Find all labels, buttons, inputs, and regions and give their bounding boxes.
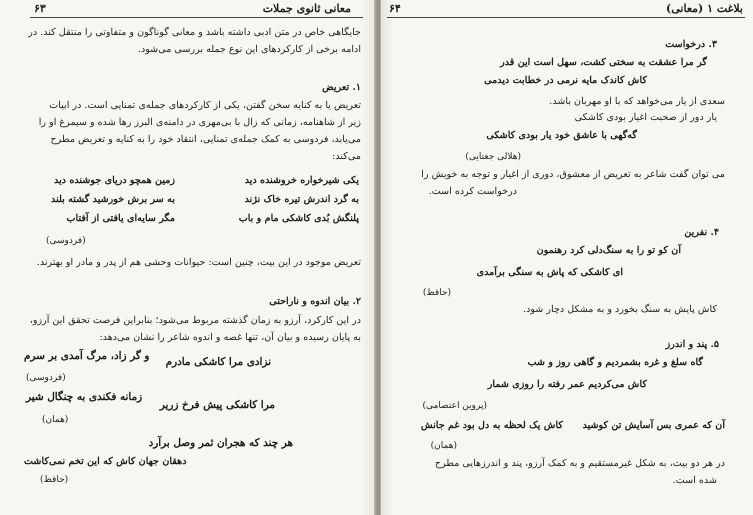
poem-hemistich: مرا کاشکی پیش فرخ زریر — [159, 399, 275, 411]
left-header-rule — [30, 17, 363, 18]
poem-source: (فردوسی) — [26, 373, 66, 383]
poem-hemistich: به سر برش خورشید گشته بلند — [51, 194, 175, 205]
poem-source: (همان) — [430, 441, 457, 451]
paragraph-line: تعریض موجود در این بیت، چنین است: حیوانات وحشی هم از پدر و مادر او بهترند. — [36, 257, 361, 268]
poem-hemistich: زمانه فکندی به چنگال شیر — [26, 391, 143, 403]
poem-line: گر مرا عشقت به سختی کشت، سهل است این قدر — [500, 57, 707, 68]
section-heading: ۳. درخواست — [665, 39, 717, 50]
poem-line: گاه سلغ و غره بشمردیم و گاهی روز و شب — [527, 357, 703, 368]
left-page — [0, 0, 375, 515]
poem-line: کاش می‌کردیم عمر رفته را روزی شمار — [487, 379, 647, 390]
right-header-title: بلاغت ۱ (معانی) — [666, 2, 743, 15]
poem-line: آن کو تو را به سنگ‌دلی کرد رهنمون — [536, 245, 681, 256]
poem-line: کاش کاندک مایه نرمی در خطابت دیدمی — [484, 75, 647, 86]
paragraph-line: جایگاهی خاص در متن ادبی داشته باشد و معانی گوناگون و متفاوتی را منتقل کند. در — [28, 27, 361, 38]
right-header-rule — [387, 17, 745, 18]
poem-hemistich: یکی شیرخواره خروشنده دید — [244, 175, 359, 186]
poem-source: (حافظ) — [422, 288, 451, 298]
poem-line: هر چند که هجران ثمر وصل برآرد — [148, 437, 293, 449]
paragraph-line: شده است. — [672, 475, 717, 486]
poem-hemistich: و گر زاد، مرگ آمدی بر سرم — [24, 350, 150, 362]
paragraph-line: ادامه برخی از کارکردهای این نوع جمله بررسی می‌شود. — [137, 44, 361, 55]
left-header-title: معانی ثانوی جملات — [262, 2, 351, 15]
left-page-number: ۶۳ — [34, 2, 46, 15]
paragraph-line: می توان گفت شاعر به تعریض از معشوق، دوری از اغیار و توجه به خویش را — [421, 169, 725, 180]
poem-hemistich: آن که عمری بس آسایش تن کوشید — [582, 420, 725, 431]
paragraph-line: کاش پایش به سنگ بخورد و به مشکل دچار شود. — [523, 304, 717, 315]
paragraph-line: درخواست کرده است. — [428, 186, 517, 197]
poem-source: (فردوسی) — [46, 236, 86, 246]
paragraph-line: سعدی از یار می‌خواهد که با او مهربان باشد. — [549, 96, 725, 107]
poem-hemistich: نزادی مرا کاشکی مادرم — [165, 356, 271, 368]
section-heading: ۲. بیان اندوه و ناراحتی — [269, 296, 361, 307]
paragraph-line: در هر دو بیت، به شکل غیرمستقیم و به کمک آرزو، پند و اندرزهایی مطرح — [434, 458, 725, 469]
section-heading: ۴. نفرین — [684, 227, 719, 238]
paragraph-line: به پایان رسیده و بیان آن، تنها غصه و اندوه شاعر را نشان می‌دهد: — [99, 332, 361, 343]
poem-source: (همان) — [42, 415, 69, 425]
section-heading: ۱. تعریض — [322, 82, 361, 93]
paragraph-line: تعریض یا به کنایه سخن گفتن، یکی از کارکردهای جمله‌ی تمنایی است. در ابیات — [49, 100, 361, 111]
poem-hemistich: مگر سایه‌ای یافتی از آفتاب — [66, 213, 175, 224]
paragraph-line: یار دور از صحبت اغیار بودی کاشکی — [574, 112, 717, 123]
section-heading: ۵. پند و اندرز — [665, 339, 719, 350]
poem-hemistich: به گرد اندرش تیره خاک نژند — [244, 194, 359, 205]
poem-line: دهقان جهان کاش که این تخم نمی‌کاشت — [24, 456, 187, 467]
right-page-number: ۶۴ — [389, 2, 401, 15]
poem-line: ای کاشکی که پاش به سنگی برآمدی — [476, 267, 623, 278]
poem-source: (هلالی جغتایی) — [465, 152, 521, 162]
poem-source: (پروین اعتصامی) — [422, 401, 487, 411]
paragraph-line: در این کارکرد، آرزو به زمان گذشته مربوط می‌شود؛ بنابراین فرصت تحقق این آرزو، — [29, 315, 361, 326]
poem-source: (حافظ) — [40, 475, 69, 485]
poem-line: گه‌گهی با عاشق خود یار بودی کاشکی — [486, 130, 637, 141]
poem-hemistich: زمین همچو دریای جوشنده دید — [54, 175, 175, 186]
paragraph-line: می‌کند: — [332, 151, 361, 162]
poem-hemistich: پلنگش بُدی کاشکی مام و باب — [238, 213, 359, 224]
paragraph-line: زیر از شاهنامه، زمانی که زال با بی‌مهری در دامنه‌ی البرز رها شده و سیمرغ او را — [38, 117, 361, 128]
poem-hemistich: کاش یک لحظه به دل بود غم جانش — [420, 420, 563, 431]
paragraph-line: می‌یابد، فردوسی به کمک جمله‌ی تمنایی، انتقاد خود را به کنایه و تعریض مطرح — [50, 134, 361, 145]
right-page — [381, 0, 753, 515]
